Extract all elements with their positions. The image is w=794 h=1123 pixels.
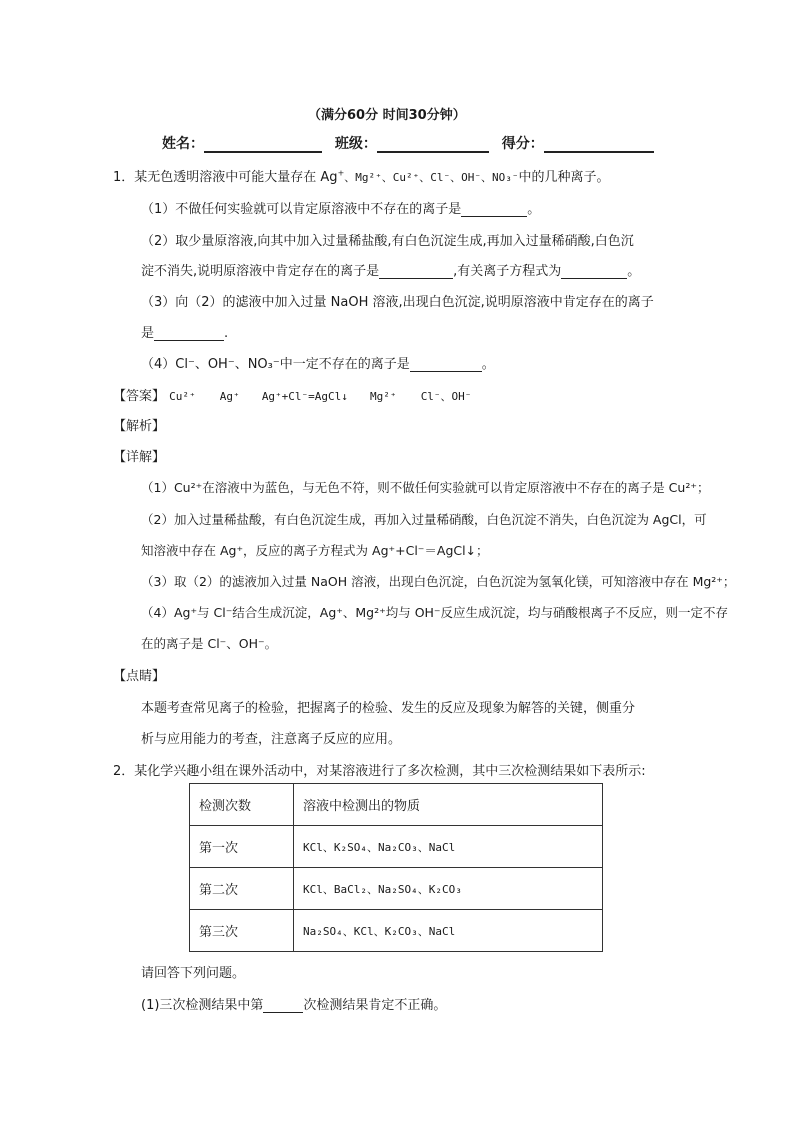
q1-stem: 1．某无色透明溶液中可能大量存在 Ag+、Mg²⁺、Cu²⁺、Cl⁻、OH⁻、NO₃⁻中的几种离子。: [113, 168, 610, 185]
q1-part4: （4）Cl⁻、OH⁻、NO₃⁻中一定不存在的离子是 。: [141, 357, 495, 372]
q2-stem: 2．某化学兴趣小组在课外活动中，对某溶液进行了多次检测，其中三次检测结果如下表所示:: [113, 764, 646, 779]
table-cell: Na₂SO₄、KCl、K₂CO₃、NaCl: [294, 910, 603, 952]
point-label: 【点睛】: [113, 669, 166, 684]
q2-sub1: (1)三次检测结果中第 次检测结果肯定不正确。: [141, 998, 447, 1013]
table-row: [190, 826, 603, 868]
detail-line-4: （3）取（2）的滤液加入过量 NaOH 溶液，出现白色沉淀，白色沉淀为氢氧化镁，可知溶液中存在 Mg²⁺；: [141, 574, 736, 589]
detail-line-1: （1）Cu²⁺在溶液中为蓝色，与无色不符，则不做任何实验就可以肯定原溶液中不存在的离子是 Cu²⁺；: [141, 480, 710, 495]
answer-item: Cu²⁺: [169, 390, 196, 403]
point-line-2: 析与应用能力的考查，注意离子反应的应用。: [141, 732, 402, 747]
table-cell: KCl、BaCl₂、Na₂SO₄、K₂CO₃: [294, 868, 603, 910]
class-field[interactable]: [377, 135, 489, 153]
name-field[interactable]: [204, 135, 322, 153]
point-line-1: 本题考查常见离子的检验，把握离子的检验、发生的反应及现象为解答的关键，侧重分: [141, 701, 636, 716]
answer-item: Ag⁺+Cl⁻=AgCl↓: [261, 390, 348, 403]
analysis-label: 【解析】: [113, 419, 166, 434]
detail-line-5: （4）Ag⁺与 Cl⁻结合生成沉淀，Ag⁺、Mg²⁺均与 OH⁻反应生成沉淀，均与硝酸根离子不反应，则一定不存: [141, 605, 729, 620]
answer-item: Ag⁺: [219, 390, 240, 403]
answer-row: [113, 385, 471, 404]
page-subtitle: （满分60分 时间30分钟）: [308, 108, 466, 123]
table-header-row: [190, 784, 603, 826]
q1-part3-line2: 是 .: [141, 326, 229, 341]
table-cell: 第二次: [190, 868, 294, 910]
table-header-cell: 检测次数: [190, 784, 294, 826]
name-label: 姓名：: [162, 136, 204, 152]
score-label: 得分：: [501, 136, 544, 152]
student-info-row: [162, 133, 654, 153]
q1-part3-line1: （3）向（2）的滤液中加入过量 NaOH 溶液,出现白色沉淀,说明原溶液中肯定存在的离子: [141, 295, 654, 310]
detail-line-3: 知溶液中存在 Ag⁺，反应的离子方程式为 Ag⁺+Cl⁻＝AgCl↓；: [141, 543, 489, 558]
q1-part2-blank-b[interactable]: [561, 264, 627, 279]
detail-label: 【详解】: [113, 450, 166, 465]
q1-part2-line1: （2）取少量原溶液,向其中加入过量稀盐酸,有白色沉淀生成,再加入过量稀硝酸,白色沉: [141, 234, 634, 249]
q1-part1: （1）不做任何实验就可以肯定原溶液中不存在的离子是 。: [141, 202, 541, 217]
class-label: 班级：: [334, 136, 377, 152]
answer-item: Cl⁻、OH⁻: [420, 390, 472, 403]
answer-label: 【答案】: [113, 389, 166, 404]
q1-part2-blank-a[interactable]: [379, 264, 453, 279]
q1-part1-blank[interactable]: [461, 202, 527, 217]
answer-item: Mg²⁺: [370, 390, 397, 403]
q2-prompt: 请回答下列问题。: [141, 966, 246, 981]
table-header-cell: 溶液中检测出的物质: [294, 784, 603, 826]
score-field[interactable]: [544, 135, 654, 153]
table-row: [190, 910, 603, 952]
q1-part3-blank[interactable]: [154, 326, 224, 341]
q1-part4-blank[interactable]: [410, 357, 482, 372]
detail-line-2: （2）加入过量稀盐酸，有白色沉淀生成，再加入过量稀硝酸，白色沉淀不消失，白色沉淀为 AgCl，可: [141, 512, 707, 527]
table-row: [190, 868, 603, 910]
detail-line-6: 在的离子是 Cl⁻、OH⁻。: [141, 636, 278, 651]
table-cell: 第三次: [190, 910, 294, 952]
table-cell: KCl、K₂SO₄、Na₂CO₃、NaCl: [294, 826, 603, 868]
q1-part2-line2: 淀不消失,说明原溶液中肯定存在的离子是 ,有关离子方程式为 。: [141, 264, 641, 279]
q2-sub1-blank[interactable]: [263, 998, 303, 1013]
results-table: [189, 783, 603, 952]
table-cell: 第一次: [190, 826, 294, 868]
